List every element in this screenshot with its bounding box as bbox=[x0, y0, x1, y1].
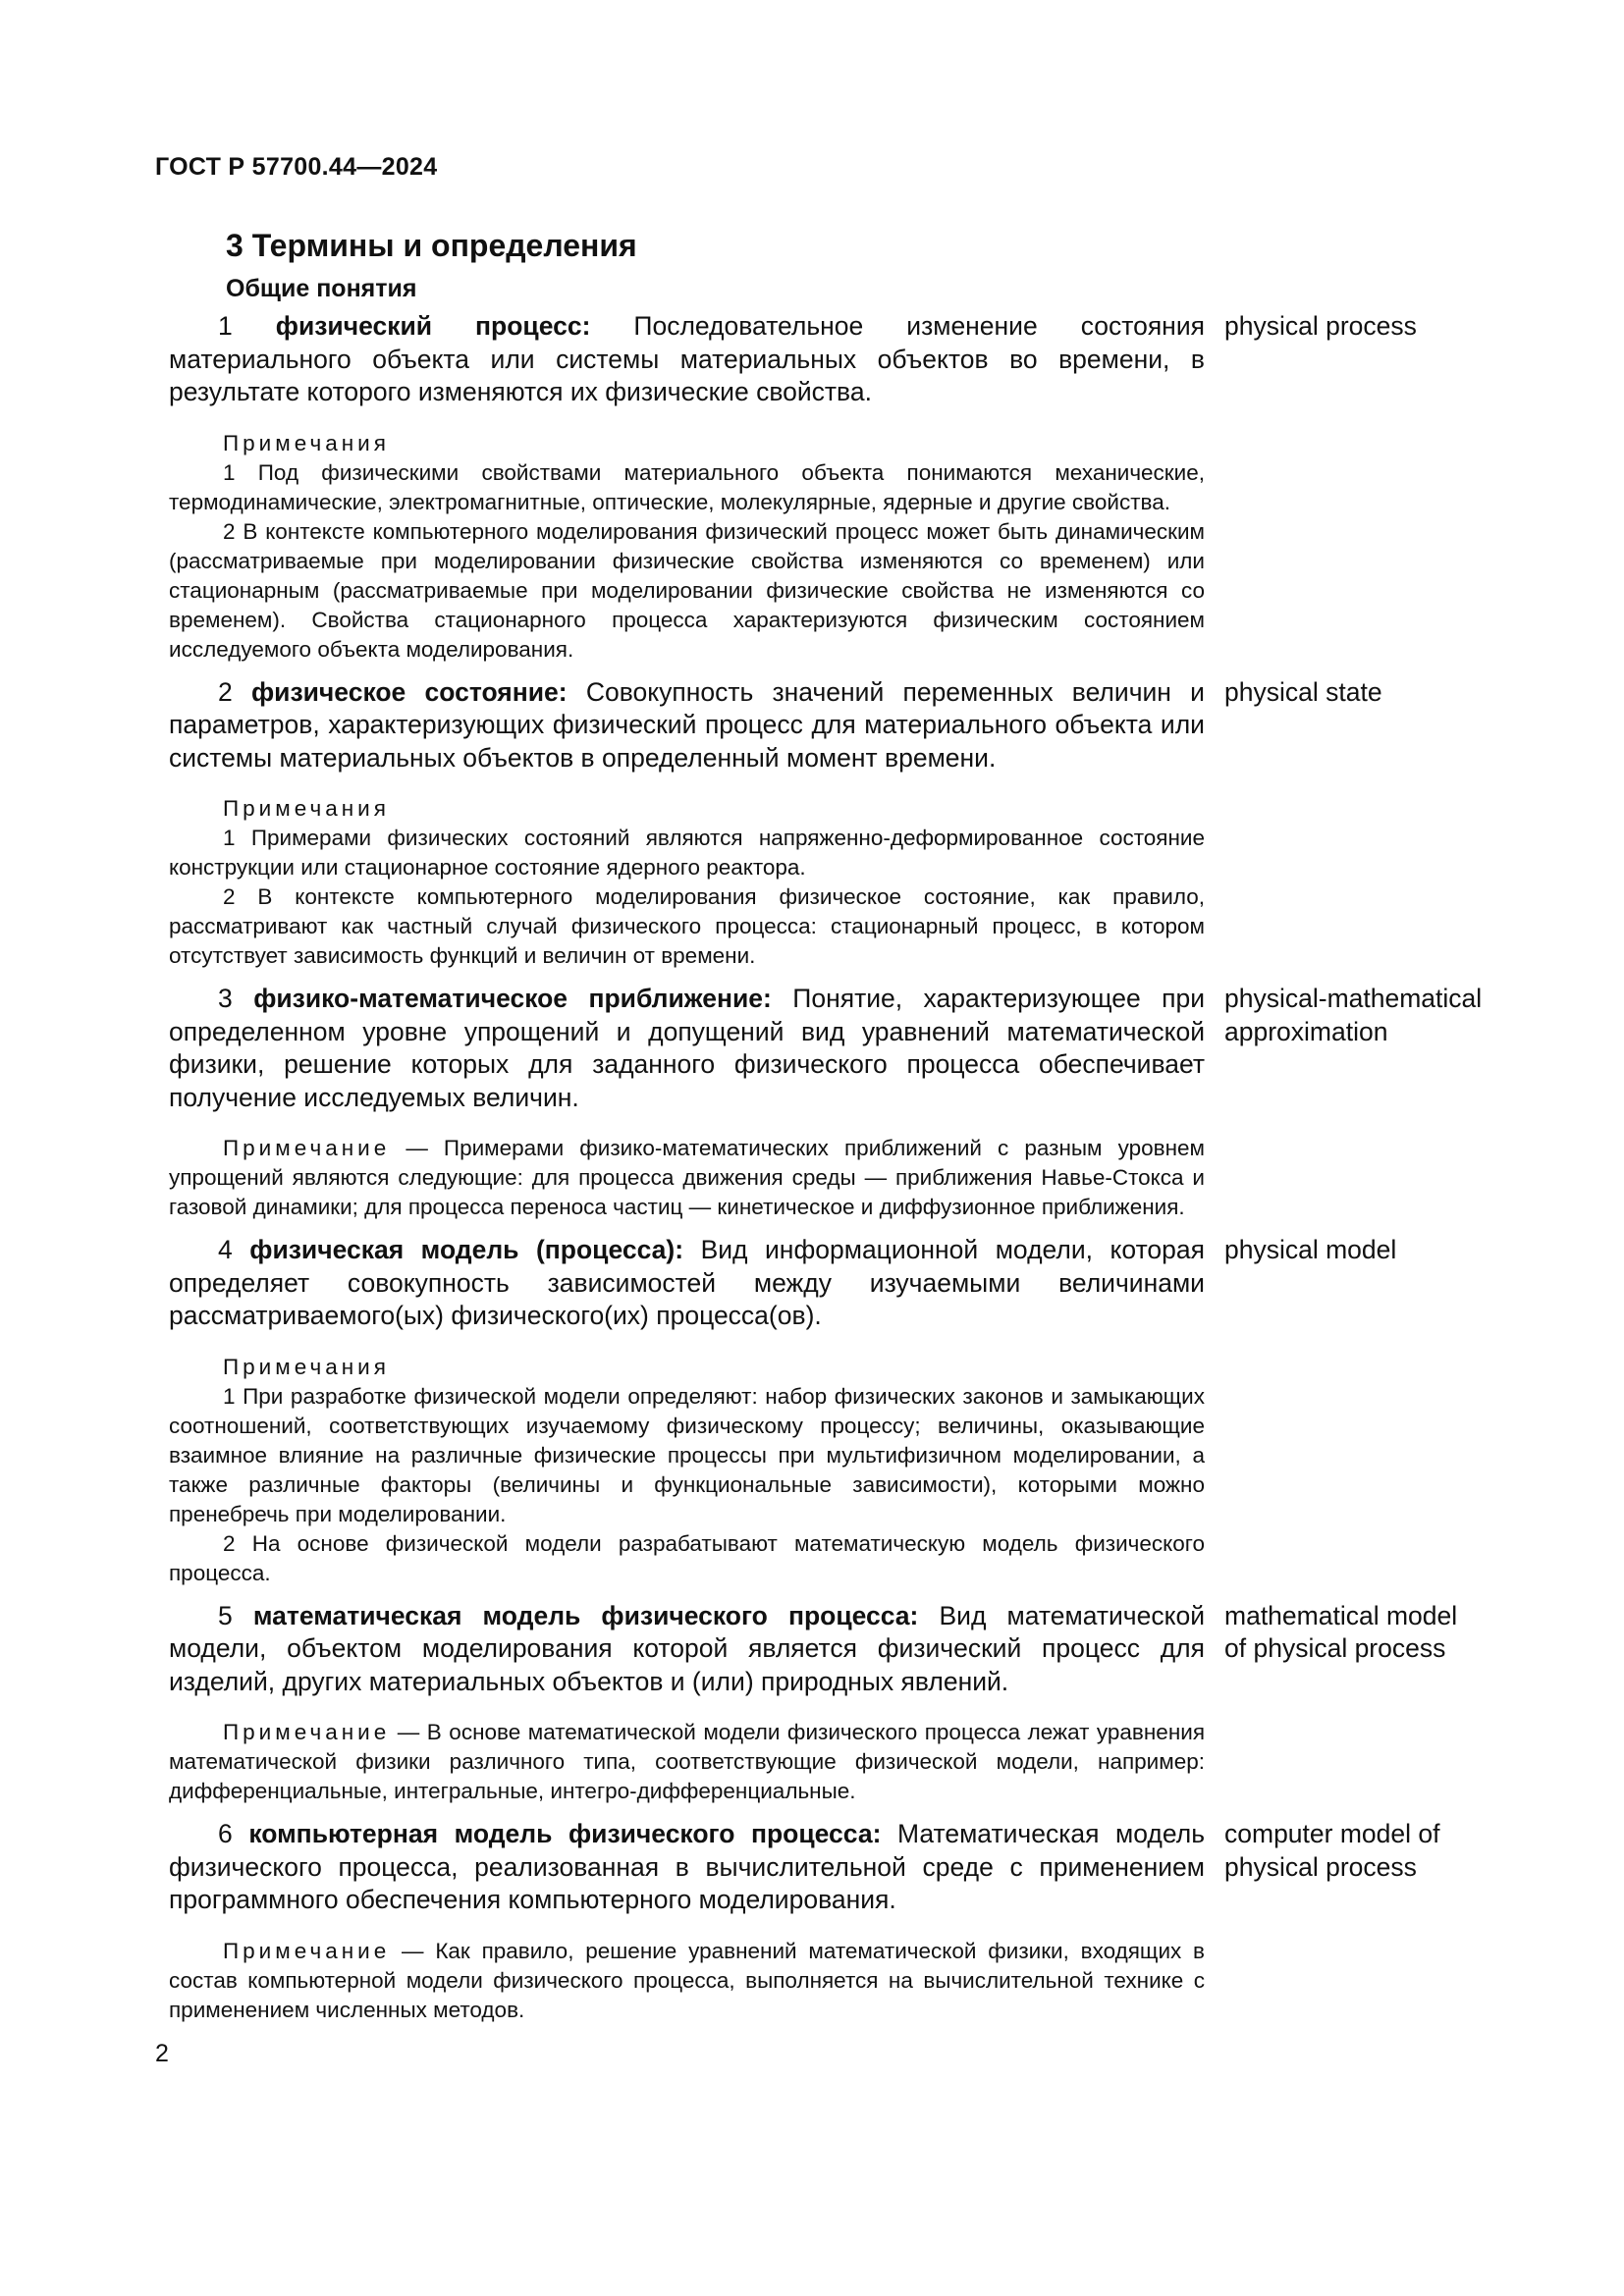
subsection-title: Общие понятия bbox=[226, 275, 417, 302]
term-entry bbox=[169, 1234, 1485, 1588]
standard-header: ГОСТ Р 57700.44—2024 bbox=[155, 153, 438, 181]
note-item bbox=[169, 1134, 1205, 1222]
term-definition bbox=[169, 1600, 1205, 1699]
term-name: математическая модель физического процесса: bbox=[252, 1600, 919, 1630]
note-label: Примечание bbox=[223, 1938, 391, 1963]
term-english: physical-mathematical approximation bbox=[1224, 984, 1483, 1046]
term-number: 1 bbox=[218, 311, 233, 341]
term-english: computer model of physical process bbox=[1224, 1819, 1440, 1882]
term-number: 4 bbox=[218, 1235, 233, 1264]
note-text: — В основе математической модели физического процесса лежат уравнения математической физики различного типа, соответствующие физической модели, например: дифференциальные, интегральные, интегро-дифференциальные. bbox=[169, 1720, 1205, 1803]
term-definition-text: Вид математической модели, объектом моделирования которой является физический процесс для изделий, других материальных объектов и (или) природных явлений. bbox=[169, 1600, 1206, 1696]
term-definition bbox=[169, 1234, 1205, 1333]
term-notes bbox=[169, 1718, 1205, 1806]
term-definition-text: Математическая модель физического процесса, реализованная в вычислительной среде с применением программного обеспечения компьютерного моделирования. bbox=[169, 1819, 1205, 1914]
term-notes bbox=[169, 794, 1205, 971]
term-definition-text: Совокупность значений переменных величин и параметров, характеризующих физический процесс для материального объекта или системы материальных объектов в определенный момент времени. bbox=[169, 676, 1205, 773]
note-item: 2 На основе физической модели разрабатывают математическую модель физического процесса. bbox=[169, 1530, 1205, 1585]
term-number: 3 bbox=[218, 984, 233, 1013]
page-number: 2 bbox=[155, 2040, 169, 2067]
note-item: 1 Примерами физических состояний являются напряженно-деформированное состояние конструкции или стационарное состояние ядерного реактора. bbox=[169, 826, 1205, 880]
term-entry bbox=[169, 983, 1485, 1222]
notes-label: Примечания bbox=[223, 1354, 390, 1379]
note-text: — Как правило, решение уравнений математической физики, входящих в состав компьютерной модели физического процесса, выполняется на вычислительной технике с применением численных методов. bbox=[169, 1938, 1205, 2022]
term-notes bbox=[169, 1353, 1205, 1588]
note-text: — Примерами физико-математических приближений с разным уровнем упрощений являются следующие: для процесса движения среды — приближения Навье-Стокса и газовой динамики; для процесса переноса частиц — кинетическое и диффузионное приближения. bbox=[169, 1136, 1205, 1219]
term-definition bbox=[169, 310, 1205, 409]
term-entry bbox=[169, 1818, 1485, 2025]
term-name: компьютерная модель физического процесса: bbox=[248, 1819, 882, 1848]
notes-label: Примечания bbox=[223, 430, 390, 455]
note-item: 2 В контексте компьютерного моделирования физическое состояние, как правило, рассматривают как частный случай физического процесса: стационарный процесс, в котором отсутствует зависимость функций и величин от времени. bbox=[169, 884, 1205, 968]
note-label: Примечание bbox=[223, 1720, 391, 1744]
note-item: 1 При разработке физической модели определяют: набор физических законов и замыкающих соотношений, соответствующих изучаемому физическому процессу; величины, оказывающие взаимное влияние на различные физические процессы при мультифизичном моделировании, а также различные факторы (величины и функциональные зависимости), которыми можно пренебречь при моделировании. bbox=[169, 1383, 1205, 1526]
terms-list bbox=[169, 310, 1485, 2025]
note-item: 1 Под физическими свойствами материального объекта понимаются механические, термодинамические, электромагнитные, оптические, молекулярные, ядерные и другие свойства. bbox=[169, 459, 1205, 514]
term-number: 2 bbox=[218, 676, 233, 707]
term-definition bbox=[169, 676, 1205, 775]
term-notes bbox=[169, 1937, 1205, 2025]
notes-label: Примечания bbox=[223, 796, 390, 821]
term-english: physical state bbox=[1224, 676, 1382, 707]
term-entry bbox=[169, 310, 1485, 665]
section-title: 3 Термины и определения bbox=[226, 228, 637, 263]
note-label: Примечание bbox=[223, 1136, 391, 1160]
term-notes bbox=[169, 429, 1205, 665]
term-name: физический процесс: bbox=[275, 311, 591, 341]
term-definition-text: Последовательное изменение состояния материального объекта или системы материальных объектов во времени, в результате которого изменяются их физические свойства. bbox=[169, 311, 1205, 406]
term-name: физико-математическое приближение: bbox=[253, 984, 772, 1013]
note-item: 2 В контексте компьютерного моделирования физический процесс может быть динамическим (рассматриваемые при моделировании физические свойства изменяются со временем) или стационарным (рассматриваемые при моделировании физические свойства не изменяются со временем). Свойства стационарного процесса характеризуются физическим состоянием исследуемого объекта моделирования. bbox=[169, 518, 1205, 662]
term-name: физическое состояние: bbox=[250, 676, 568, 707]
term-entry bbox=[169, 676, 1485, 972]
term-notes bbox=[169, 1134, 1205, 1222]
term-english: physical model bbox=[1224, 1235, 1397, 1264]
term-definition bbox=[169, 1818, 1205, 1917]
term-name: физическая модель (процесса): bbox=[249, 1235, 684, 1264]
term-number: 6 bbox=[218, 1819, 233, 1848]
note-item bbox=[169, 1718, 1205, 1806]
term-english: mathematical model of physical process bbox=[1224, 1600, 1458, 1663]
term-definition-text: Понятие, характеризующее при определенном уровне упрощений и допущений вид уравнений математической физики, решение которых для заданного физического процесса обеспечивает получение исследуемых величин. bbox=[169, 984, 1206, 1112]
term-definition bbox=[169, 983, 1205, 1114]
term-english: physical process bbox=[1224, 311, 1417, 341]
term-definition-text: Вид информационной модели, которая определяет совокупность зависимостей между изучаемыми величинами рассматриваемого(ых) физического(их) процесса(ов). bbox=[169, 1235, 1205, 1330]
term-number: 5 bbox=[218, 1600, 233, 1630]
note-item bbox=[169, 1937, 1205, 2025]
term-entry bbox=[169, 1600, 1485, 1807]
